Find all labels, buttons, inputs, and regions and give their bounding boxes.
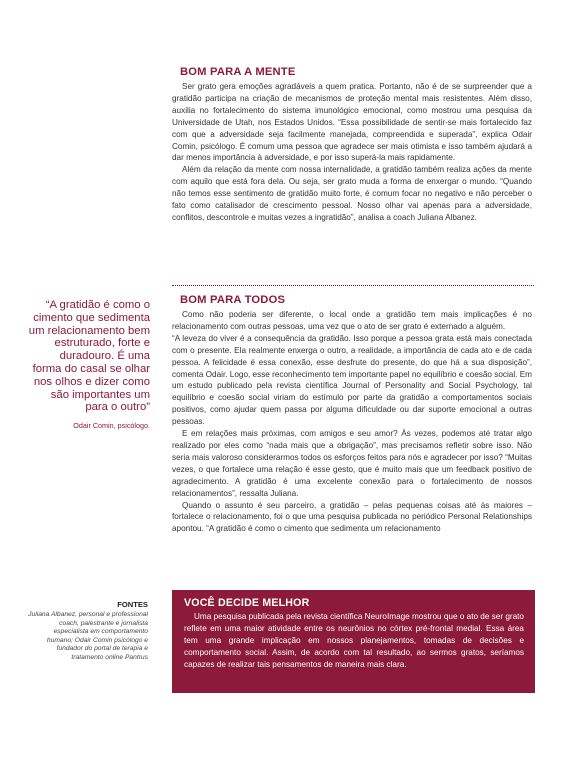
box-body xyxy=(184,611,524,671)
pull-quote-attribution: Odair Comin, psicólogo. xyxy=(73,421,150,431)
sources-text: Juliana Albanez, personal e professional coach, palestrante e jornalista especialista em comportamento humano; Odair Comin psicólogo e fundador do portal de terapia e tratamento online Pantrus xyxy=(28,611,148,661)
section-heading-todos: BOM PARA TODOS xyxy=(180,294,286,306)
paragraph: E em relações mais próximas, com amigos e seu amor? Às vezes, podemos até tratar algo realizado por eles como “nada mais que a obrigação”, mas precisamos refletir sobre isso. Não seria mais valoroso considerarmos todos os esforços feitos para nós e agradecer por isso? “Muitas vezes, o que fortalece uma relação é esse gesto, que é muito mais que um feedback positivo de agradecimento. A gratidão é uma excelente conexão para o fortalecimento de nossos relacionamentos”, ressalta Juliana. xyxy=(172,429,532,498)
section-heading-mente: BOM PARA A MENTE xyxy=(180,66,296,78)
box-heading: VOCÊ DECIDE MELHOR xyxy=(184,597,310,609)
section-body-todos xyxy=(172,309,532,535)
paragraph: Ser grato gera emoções agradáveis a quem pratica. Portanto, não é de se surpreender que a gratidão participa na criação de mecanismos de proteção mental mais resistentes. Além disso, auxilia no fortalecimento do sistema imunológico emocional, como mostrou uma pesquisa da Universidade de Utah, nos Estados Unidos. “Essa possibilidade de sentir-se mais fortalecido faz com que a adversidade seja facilmente manejada, compreendida e superada”, explica Odair Comin, psicólogo. É comum uma pessoa que agradece ser mais otimista e isso também ajudará a dar menos importância à adversidade, e por isso superá-la mais rapidamente. xyxy=(172,82,532,163)
sources-block xyxy=(28,600,148,662)
pull-quote-text: “A gratidão é como o cimento que sedimenta um relacionamento bem estruturado, forte e duradouro. É uma forma do casal se olhar nos olhos e dizer como são importantes um para o outro” xyxy=(28,299,150,414)
pull-quote xyxy=(28,299,150,430)
paragraph: Quando o assunto é seu parceiro, a gratidão – pelas pequenas coisas até às maiores – fortalece o relacionamento, foi o que uma pesquisa publicada no periódico Personal Relationships apontou. “A gratidão é como o cimento que sedimenta um relacionamento xyxy=(172,500,532,534)
highlight-box xyxy=(172,590,535,693)
divider xyxy=(172,285,534,286)
paragraph: Além da relação da mente com nossa internalidade, a gratidão também realiza ações da mente com aquilo que está fora dela. Ou seja, ser grato muda a forma de enxergar o mundo. “Quando não temos esse sentimento de gratidão muito forte, é comum focar no negativo e não perceber o fato como catalisador de crescimento pessoal. Nosso olhar vai apenas para a adversidade, conflitos, descontrole e muitas vezes a ingratidão”, analisa a coach Juliana Albanez. xyxy=(172,165,532,222)
sources-title: FONTES xyxy=(117,600,148,609)
paragraph: “A leveza do viver é a consequência da gratidão. Isso porque a pessoa grata está mais conectada com o presente. Ela realmente enxerga o outro, a realidade, a importância de cada ato e de cada pessoa. A felicidade é essa conexão, esse desfrute do presente, do que há a sua disposição”, comenta Odair. Logo, esse reconhecimento tem importante papel no equilíbrio e coesão social. Em um estudo publicado pela revista científica Journal of Personality and Social Psychology, tal equilíbrio e coesão social viriam do estímulo por parte da gratidão a comportamentos sociais positivos, como ajudar quem passa por alguma dificuldade ou dar suporte emocional a outras pessoas. xyxy=(172,333,532,427)
paragraph: Como não poderia ser diferente, o local onde a gratidão tem mais implicações é no relacionamento com outras pessoas, uma vez que o ato de ser grato é externado a alguém. xyxy=(172,310,532,331)
box-paragraph: Uma pesquisa publicada pela revista científica NeuroImage mostrou que o ato de ser grato reflete em uma maior atividade entre os neurônios no córtex pré-frontal medial. Essa área tem uma grande implicação em nossos planejamentos, tomadas de decisões e comportamento social. Assim, de acordo com tal resultado, ao sermos gratos, seríamos capazes de realizar tais pensamentos de maneira mais clara. xyxy=(184,612,524,669)
section-body-mente xyxy=(172,81,532,224)
